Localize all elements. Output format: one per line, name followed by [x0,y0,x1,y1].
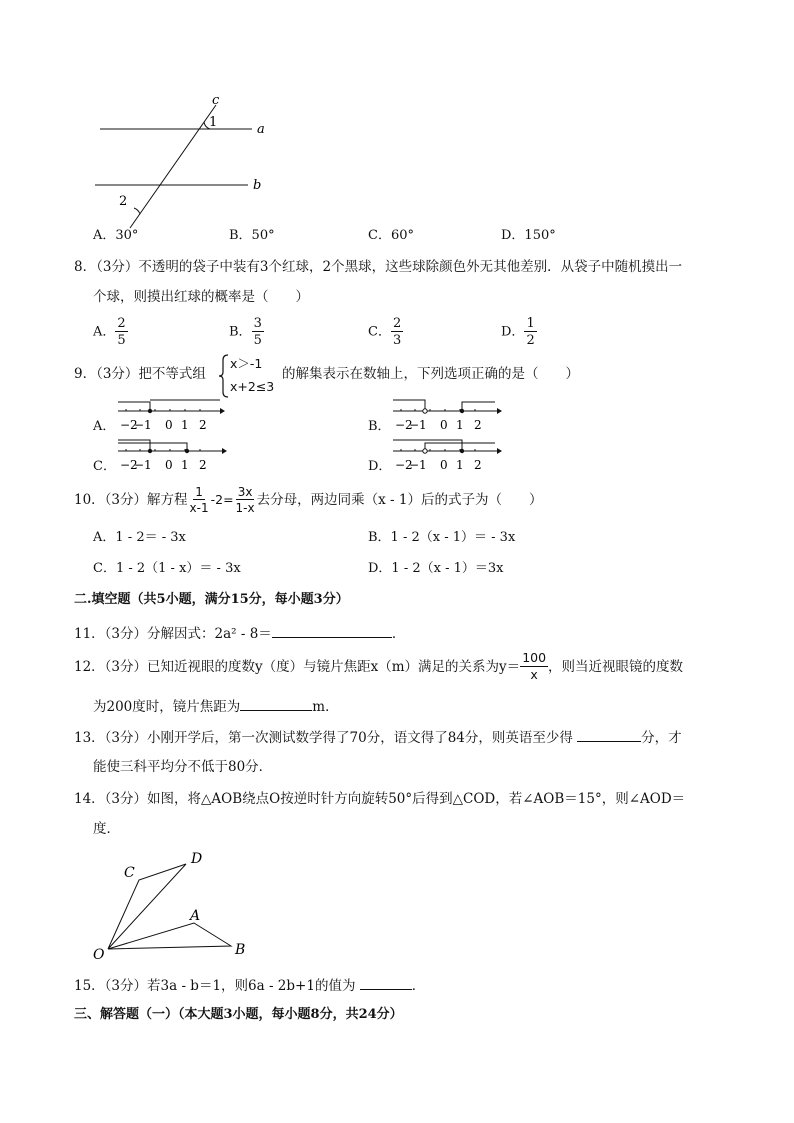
label-O: O [93,947,105,963]
q10-suffix: 去分母，两边同乘（x - 1）后的式子为（ ） [256,492,543,508]
triangle-cod [108,864,186,949]
svg-text:−2: −2 [395,458,413,472]
q13-answer-blank[interactable] [577,727,641,742]
svg-text:1: 1 [456,418,464,432]
q11: 11．（3分）分解因式：2a² - 8＝ ． [74,623,405,643]
q9-inequality-2: x+2≤3 [230,379,275,394]
q7-option-b[interactable]: B．50° [229,228,275,243]
q7-option-a[interactable]: A．30° [93,228,139,243]
q14-line2: 度． [93,821,120,837]
q10-fraction-1: $\frac{1}{x-1}$ [189,485,209,515]
q7-option-d[interactable]: D．150° [501,228,556,243]
q8-b-fraction: $\frac{3}{5}$ [253,316,262,348]
q9-option-d-label[interactable]: D． [368,459,392,474]
q11-text: 11．（3分）分解因式：2a² - 8＝ [74,626,272,642]
q8-stem-line2: 个球，则摸出红球的概率是（ ） [93,289,309,305]
svg-text:−1: −1 [409,418,427,432]
line-c [130,105,216,228]
q10-prefix: 10．（3分）解方程 [74,492,188,508]
q12-line2: 为200度时，镜片焦距为 m． [93,696,339,716]
q8-c-label: C． [368,324,391,340]
q10-option-d[interactable]: D．1 - 2（x - 1）＝3x [368,561,504,576]
section-2-heading: 二.填空题（共5小题，满分15分，每小题3分） [74,592,349,607]
svg-text:0: 0 [440,418,448,432]
q10-option-c[interactable]: C．1 - 2（1 - x）＝ - 3x [93,561,241,576]
q8-d-fraction: $\frac{1}{2}$ [526,316,535,348]
q15: 15．（3分）若3a - b＝1，则6a - 2b+1的值为 ． [74,975,425,995]
q8-option-a[interactable] [93,317,128,347]
q14-line1: 14．（3分）如图，将△AOB绕点O按逆时针方向旋转50°后得到△COD，若∠AOB＝15°，则∠AOD＝ [74,791,686,807]
q8-d-label: D． [501,324,525,340]
label-B: B [235,942,246,958]
svg-text:2: 2 [474,458,482,472]
q15-answer-blank[interactable] [360,975,412,990]
q12-line1 [74,652,683,681]
q8-c-fraction: $\frac{2}{3}$ [392,316,402,348]
q8-option-c[interactable] [368,317,403,347]
svg-text:0: 0 [165,418,173,432]
triangle-aob [108,923,231,949]
q8-option-d[interactable] [501,317,537,347]
section-3-heading: 三、解答题（一）（本大题3小题，每小题8分，共24分） [74,1007,403,1022]
angle-2-arc [134,208,140,214]
q10-stem [74,486,542,514]
q8-a-fraction: $\frac{2}{5}$ [117,316,126,348]
svg-text:−2: −2 [120,418,138,432]
q8-b-label: B． [229,324,252,340]
svg-text:−1: −1 [134,458,152,472]
svg-text:−2: −2 [395,418,413,432]
q9-numberline-b [391,396,503,436]
q12-fraction: $\frac{100}{x}$ [522,650,547,682]
svg-text:0: 0 [440,458,448,472]
q12-prefix: 12．（3分）已知近视眼的度数y（度）与镜片焦距x（m）满足的关系为y＝ [74,658,521,675]
q13-line1: 13．（3分）小刚开学后，第一次测试数学得了70分，语文得了84分，则英语至少得 分，才 [74,727,682,747]
q10-option-a[interactable]: A．1 - 2＝ - 3x [93,530,186,545]
svg-text:0: 0 [165,458,173,472]
label-C: C [124,865,135,881]
q10-option-b[interactable]: B．1 - 2（x - 1）＝ - 3x [368,530,516,545]
q9-inequality-1: x＞-1 [230,356,263,371]
parallel-lines-figure [90,92,280,232]
q8-option-b[interactable] [229,317,264,347]
svg-text:−2: −2 [120,458,138,472]
q9-brace [218,354,230,398]
svg-text:−1: −1 [409,458,427,472]
q9-numberline-c [116,436,228,476]
label-c: c [212,93,220,108]
angle-2-label: 2 [119,194,128,209]
svg-text:1: 1 [181,458,189,472]
q12-answer-blank[interactable] [240,696,312,711]
label-a: a [257,122,265,137]
svg-text:2: 2 [474,418,482,432]
q11-answer-blank[interactable] [272,623,392,638]
svg-text:1: 1 [181,418,189,432]
q13-line2: 能使三科平均分不低于80分． [93,759,273,775]
label-A: A [190,908,201,924]
svg-text:1: 1 [456,458,464,472]
q9-option-c-label[interactable]: C． [93,459,116,474]
svg-text:2: 2 [199,418,207,432]
q8-stem-line1: 8．（3分）不透明的袋子中装有3个红球，2个黑球，这些球除颜色外无其他差别．从袋子中随机摸出一 [74,259,683,275]
label-b: b [253,178,262,193]
q9-numberline-d [391,436,503,476]
q7-option-c[interactable]: C．60° [368,228,414,243]
q9-numberline-a [116,396,226,436]
q10-mid: -2= [210,492,234,507]
svg-text:−1: −1 [134,418,152,432]
q8-a-label: A． [93,324,116,340]
q9-stem-prefix: 9．（3分）把不等式组 [74,366,206,382]
svg-text:2: 2 [199,458,207,472]
q12-suffix: ，则当近视眼镜的度数 [548,658,684,675]
q9-stem-suffix: 的解集表示在数轴上，下列选项正确的是（ ） [282,366,579,382]
label-D: D [191,851,203,867]
q9-option-b-label[interactable]: B． [368,419,391,434]
angle-1-label: 1 [209,115,218,130]
q9-option-a-label[interactable]: A． [93,419,116,434]
rotation-figure [88,846,258,964]
q10-fraction-2: $\frac{3x}{1-x}$ [235,485,255,515]
